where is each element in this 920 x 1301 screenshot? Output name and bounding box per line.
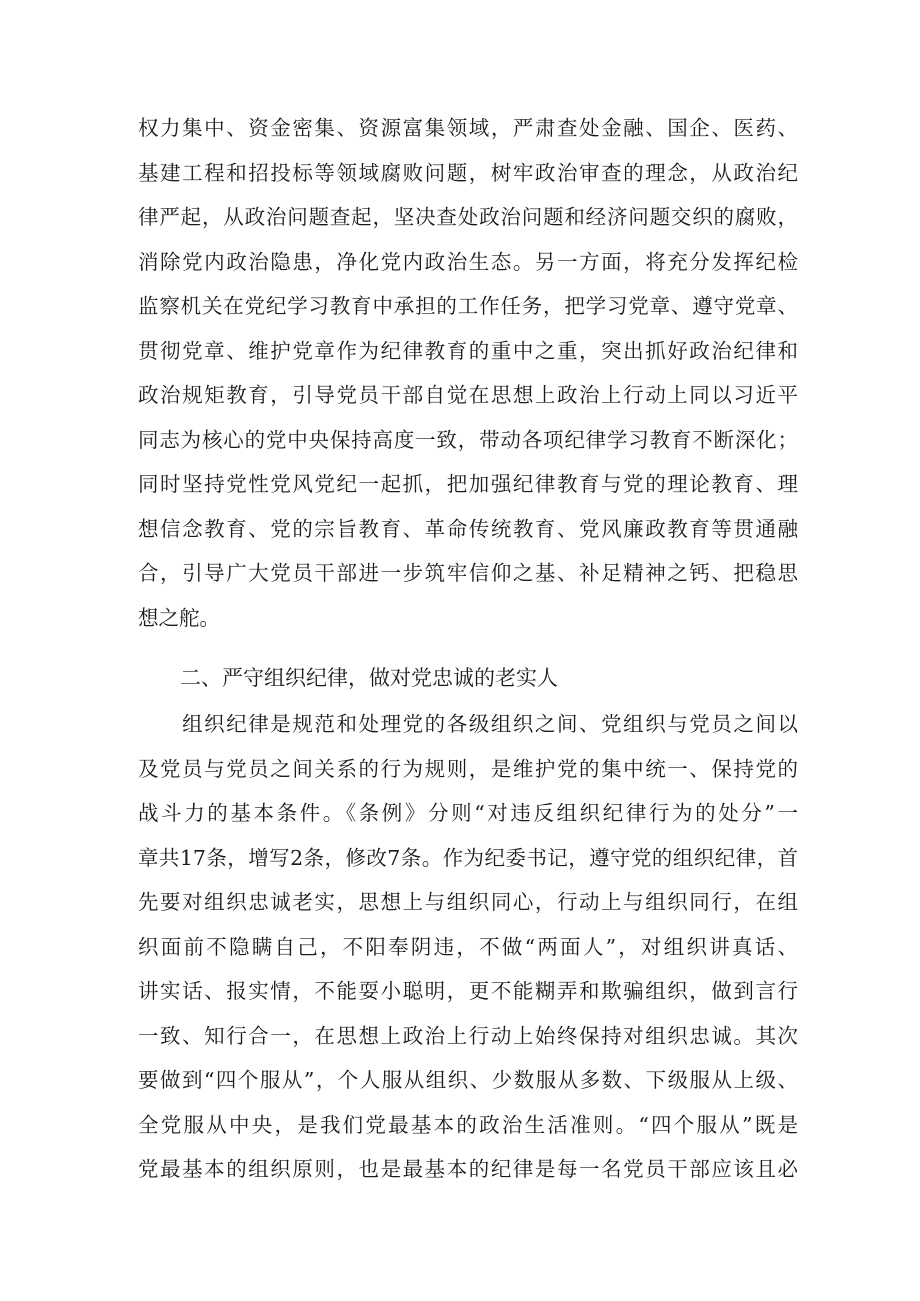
paragraph-1-line: 权力集中、资金密集、资源富集领域，严肃查处金融、国企、医药、 (138, 116, 798, 140)
paragraph-2-line: 组织纪律是规范和处理党的各级组织之间、党组织与党员之间以 (138, 712, 798, 736)
paragraph-1-line: 同时坚持党性党风党纪一起抓，把加强纪律教育与党的理论教育、理 (138, 472, 798, 496)
paragraph-2-line: 要做到“四个服从”，个人服从组织、少数服从多数、下级服从上级、 (138, 1068, 798, 1092)
paragraph-2-line: 一致、知行合一，在思想上政治上行动上始终保持对组织忠诚。其次 (138, 1023, 798, 1048)
paragraph-2-line: 党最基本的组织原则，也是最基本的纪律是每一名党员干部应该且必 (138, 1157, 798, 1181)
paragraph-2-line: 及党员与党员之间关系的行为规则，是维护党的集中统一、保持党的 (138, 756, 798, 781)
paragraph-2-line: 织面前不隐瞒自己，不阳奉阴违，不做“两面人”，对组织讲真话、 (138, 934, 798, 959)
body-paragraph-2 (138, 702, 798, 1192)
section-heading: 二、严守组织纪律，做对党忠诚的老实人 (180, 666, 558, 690)
paragraph-1-line: 想之舵。 (138, 605, 220, 630)
paragraph-1-line: 律严起，从政治问题查起，坚决查处政治问题和经济问题交织的腐败， (138, 205, 798, 229)
paragraph-1-line: 基建工程和招投标等领域腐败问题，树牢政治审查的理念，从政治纪 (138, 160, 798, 185)
paragraph-1-line: 消除党内政治隐患，净化党内政治生态。另一方面，将充分发挥纪检 (138, 249, 798, 274)
paragraph-1-line: 想信念教育、党的宗旨教育、革命传统教育、党风廉政教育等贯通融 (138, 516, 798, 541)
paragraph-2-line: 战斗力的基本条件。《条例》分则“对违反组织纪律行为的处分”一 (138, 801, 798, 825)
paragraph-1-line: 合，引导广大党员干部进一步筑牢信仰之基、补足精神之钙、把稳思 (138, 561, 798, 585)
paragraph-2-line: 全党服从中央，是我们党最基本的政治生活准则。“四个服从”既是 (138, 1112, 798, 1137)
paragraph-2-line: 先要对组织忠诚老实，思想上与组织同心，行动上与组织同行，在组 (138, 890, 798, 914)
paragraph-1-line: 贯彻党章、维护党章作为纪律教育的重中之重，突出抓好政治纪律和 (138, 338, 798, 363)
body-paragraph-1 (138, 106, 798, 640)
paragraph-2-line: 章共17条，增写2条，修改7条。作为纪委书记，遵守党的组织纪律，首 (138, 845, 798, 870)
paragraph-2-line: 讲实话、报实情，不能耍小聪明，更不能糊弄和欺骗组织，做到言行 (138, 979, 798, 1003)
paragraph-1-line: 监察机关在党纪学习教育中承担的工作任务，把学习党章、遵守党章、 (138, 294, 798, 318)
paragraph-1-line: 政治规矩教育，引导党员干部自觉在思想上政治上行动上同以习近平 (138, 383, 798, 407)
paragraph-1-line: 同志为核心的党中央保持高度一致，带动各项纪律学习教育不断深化； (138, 427, 798, 452)
